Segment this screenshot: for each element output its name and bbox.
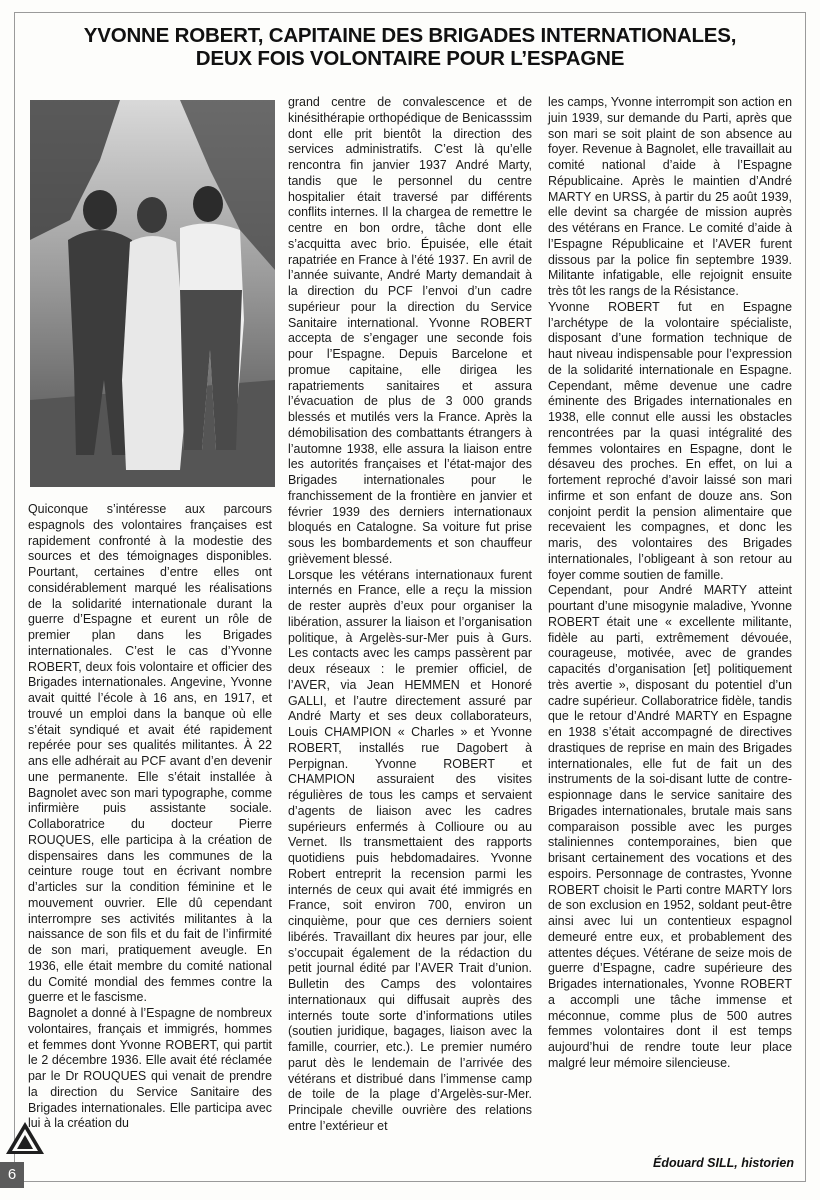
article-column-1 (28, 502, 272, 1132)
historical-photo (30, 100, 275, 487)
page-number: 6 (0, 1162, 24, 1188)
paragraph: les camps, Yvonne interrompit son action en juin 1939, sur demande du Parti, après que son mari se soit plaint de son absence au foyer. Revenue à Bagnolet, elle travaillait au comité national d’aide à l’Espagne Républicaine. Après le maintien d’André MARTY en URSS, à partir du 25 août 1939, elle devint sa chargée de mission auprès des vétérans en France. Le comité d’aide à l’Espagne Républicaine et l’AVER furent dissous par la police fin septembre 1939. Militante infatigable, elle rejoignit ensuite très tôt les rangs de la Résistance. (548, 95, 792, 298)
triangle-logo-icon (4, 1120, 46, 1156)
article-title (20, 24, 800, 70)
paragraph: Lorsque les vétérans internationaux furent internés en France, elle a reçu la mission de rester auprès d’eux pour organiser la libération, assurer la liaison et l’organisation politique, à Argelès-sur-Mer puis à Gurs. Les contacts avec les camps passèrent par deux réseaux : le premier officiel, de l’AVER, via Jean HEMMEN et Honoré GALLI, et l’autre directement assuré par André Marty et ses deux collaborateurs, Louis CHAMPION « Charles » et Yvonne ROBERT, installés rue Dagobert à Perpignan. Yvonne ROBERT et CHAMPION assuraient des visites régulières de tous les camps et servaient d’agents de liaison avec les cadres supérieurs enfermés à Collioure ou au Vernet. Ils transmettaient des rapports quotidiens puis hebdomadaires. Yvonne Robert entreprit la recension parmi les internés de ceux qui avait été immigrés en France, soit environ 700, environ un cinquième, pour que ces derniers soient libérés. Travaillant dix heures par jour, elle s’occupait également de la rédaction du petit journal édité par l’AVER Trait d’union. Bulletin des Camps des volontaires internationaux qui diffusait auprès des internés toute sorte d’informations utiles (soutien juridique, bagages, liaison avec la famille, courrier, etc.). Le premier numéro parut dès le lendemain de l’arrivée des vétérans et distribué dans l’immense camp de toile de la plage d’Argelès-sur-Mer. Principale cheville ouvrière des relations entre l’extérieur et (288, 567, 532, 1133)
paragraph: Cependant, pour André MARTY atteint pourtant d’une misogynie maladive, Yvonne ROBERT était une « excellente militante, fidèle au parti, extrêmement dévouée, courageuse, motivée, avec de grandes capacités d’organisation [et] politiquement très avertie », disposant du potentiel d’un cadre supérieur. Collaboratrice fidèle, tandis que le retour d’André MARTY en Espagne en 1938 s’était accompagné de directives drastiques de reprise en main des Brigades internationales, elle fut de fait un des instruments de la soi-disant lutte de contre-espionnage dans le service sanitaire des Brigades internationales, brutale mais sans comparaison possible avec les purges staliniennes contemporaines, bien que brisant certainement des vocations et des espoirs. Personnage de contrastes, Yvonne ROBERT choisit le Parti contre MARTY lors de son exclusion en 1952, soldant peut-être ainsi avec lui un contentieux espagnol demeuré entre eux, et probablement des attentes déçues. Vétérane de seize mois de guerre d’Espagne, cadre supérieure des Brigades internationales, Yvonne ROBERT a accompli une tâche immense et méconnue, comme plus de 500 autres femmes volontaires dont il est temps aujourd’hui de rendre toute leur place malgré leur mémoire silencieuse. (548, 583, 792, 1070)
author-signature: Édouard SILL, historien (653, 1156, 794, 1170)
paragraph: Yvonne ROBERT fut en Espagne l’archétype de la volontaire spécialiste, disposant d’une formation technique de haut niveau indispensable pour l’expression de la solidarité internationale en Espagne. Cependant, même devenue une cadre éminente des Brigades internationales en 1938, elle connut elle aussi les obstacles rencontrées par la quasi intégralité des femmes volontaires en Espagne, dont le désaveu des proches. En effet, on lui a fortement reproché d’avoir laissé son mari infirme et son enfant de douze ans. Son conjoint perdit la pension alimentaire que recevaient les compagnes, et donc les maris, des volontaires des Brigades internationales, l’obligeant à son retour au foyer comme soutien de famille. (548, 299, 792, 582)
paragraph: Bagnolet a donné à l’Espagne de nombreux volontaires, français et immigrés, hommes et femmes dont Yvonne ROBERT, qui partit le 2 décembre 1936. Elle avait été réclamée par le Dr ROUQUES qui venait de prendre la direction du Service Sanitaire des Brigades internationales. Elle participa avec lui à la création du (28, 1006, 272, 1131)
photo-illustration (30, 100, 275, 487)
article-column-2 (288, 95, 532, 1135)
article-column-3 (548, 95, 792, 1072)
paragraph: Quiconque s’intéresse aux parcours espagnols des volontaires françaises est rapidement confronté à la modestie des sources et des témoignages disponibles. Pourtant, certaines d’entre elles ont considérablement marqué les réalisations de la solidarité internationale durant la guerre d’Espagne et eurent un rôle de premier plan dans les Brigades internationales. C’est le cas d’Yvonne ROBERT, deux fois volontaire et officier des Brigades internationales. Angevine, Yvonne avait quitté l’école à 16 ans, en 1917, et trouvé un emploi dans la banque où elle s’était syndiqué et avait été rapidement repérée pour ses qualités militantes. À 22 ans elle adhérait au PCF avant d’en devenir une permanente. Elle s’était installée à Bagnolet avec son mari typographe, comme infirmière puis assistante sociale. Collaboratrice du docteur Pierre ROUQUES, elle participa à la création de dispensaires dans les communes de la ceinture rouge tout en écrivant nombre d’articles sur la condition féminine et le mouvement ouvrier. Elle dû cependant interrompre ses activités militantes à la naissance de son fils et du fait de l’infirmité de son mari, pratiquement aveugle. En 1936, elle était membre du comité national du Comité mondial des femmes contre la guerre et le fascisme. (28, 502, 272, 1005)
title-line-1: YVONNE ROBERT, CAPITAINE DES BRIGADES INTERNATIONALES, (83, 24, 737, 47)
paragraph: grand centre de convalescence et de kinésithérapie orthopédique de Benicasssim dont elle prit bientôt la direction des services administratifs. C’est là qu’elle rencontra fin janvier 1937 André Marty, tandis que le personnel du centre hospitalier était traversé par différents conflits internes. Il la chargea de remettre le centre en bon ordre, tâche dont elle s’acquitta avec brio. Épuisée, elle était rapatriée en France à l’été 1937. En avril de l’année suivante, André Marty demandait à la direction du PCF l’envoi d’un cadre supérieur pour la direction du Service Sanitaire international. Yvonne ROBERT accepta de s’engager une seconde fois pour l’Espagne. Depuis Barcelone et promue capitaine, elle dirigea les rapatriements sanitaires et assura l’évacuation de plus de 3 000 grands blessés et mutilés vers la France. Après la démobilisation des combattants étrangers à l’automne 1938, elle assura la liaison entre les autorités françaises et l’état-major des Brigades internationales pour le franchissement de la frontière en janvier et février 1939 des derniers internationaux bloqués en Catalogne. Sa voiture fut prise sous les bombardements et son chauffeur grièvement blessé. (288, 95, 532, 566)
title-line-2: DEUX FOIS VOLONTAIRE POUR L’ESPAGNE (195, 47, 625, 70)
